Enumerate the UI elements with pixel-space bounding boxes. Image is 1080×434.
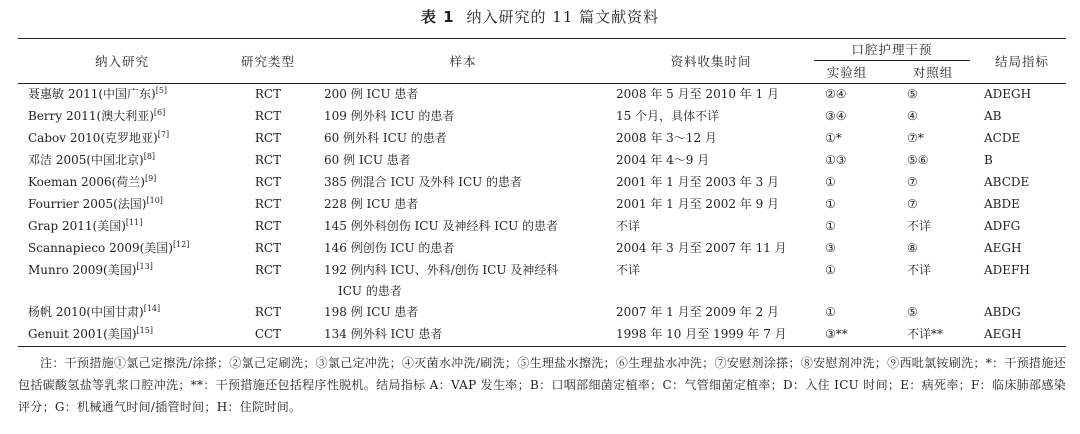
- outcome-cell: AEGH: [984, 241, 1022, 255]
- experimental-value: ①: [825, 219, 836, 233]
- sample-line-1: 192 例内科 ICU、外科/创伤 ICU 及神经科: [324, 263, 559, 277]
- literature-table: [18, 38, 1066, 347]
- experimental-value: ①: [825, 175, 836, 189]
- control-cell: [888, 324, 978, 347]
- reference-mark: [14]: [143, 304, 161, 313]
- time-cell: 不详: [616, 263, 641, 277]
- experimental-cell: [806, 324, 888, 347]
- time-cell: 1998 年 10 月至 1999 年 7 月: [616, 324, 806, 347]
- sample-cell: 385 例混合 ICU 及外科 ICU 的患者: [324, 175, 523, 189]
- outcome-cell: ACDE: [984, 131, 1021, 145]
- sample-line-2: ICU 的患者: [338, 284, 402, 298]
- type-cell: RCT: [254, 153, 282, 167]
- experimental-cell: [806, 216, 888, 238]
- study-name: Genuit 2001(美国): [28, 327, 137, 341]
- type-cell: RCT: [254, 241, 282, 255]
- sample-cell: 146 例创伤 ICU 的患者: [324, 241, 455, 255]
- table-row: [18, 150, 1066, 172]
- table-row: [18, 324, 1066, 347]
- study-name: Berry 2011(澳大利亚): [28, 109, 154, 123]
- time-cell: 2004 年 4～9 月: [616, 153, 710, 167]
- control-cell: [888, 260, 978, 302]
- table-row: [18, 260, 1066, 302]
- experimental-value: ②④: [825, 87, 847, 101]
- table-row: [18, 172, 1066, 194]
- header-intervention-label: 口腔护理干预: [814, 39, 970, 61]
- table-caption: [0, 6, 1080, 27]
- sample-cell: 134 例外科 ICU 患者: [310, 324, 616, 347]
- sample-cell: [310, 260, 616, 302]
- sample-cell: 145 例外科创伤 ICU 及神经科 ICU 的患者: [324, 219, 559, 233]
- outcome-cell: ABCDE: [984, 175, 1030, 189]
- experimental-cell: [806, 150, 888, 172]
- time-cell: 2007 年 1 月至 2009 年 2 月: [616, 305, 780, 319]
- sample-cell: 60 例外科 ICU 的患者: [324, 131, 447, 145]
- study-cell: [18, 150, 226, 172]
- study-name: Scannapieco 2009(美国): [28, 241, 173, 255]
- control-cell: [888, 84, 978, 107]
- control-cell: [888, 172, 978, 194]
- type-cell: RCT: [254, 109, 282, 123]
- control-cell: [888, 128, 978, 150]
- study-cell: [18, 84, 226, 107]
- experimental-cell: [806, 128, 888, 150]
- control-cell: [888, 302, 978, 324]
- study-name: Fourrier 2005(法国): [28, 197, 147, 211]
- control-value: ⑧: [907, 241, 918, 255]
- reference-mark: [8]: [143, 152, 156, 161]
- study-name: 邓洁 2005(中国北京): [28, 153, 144, 167]
- table-row: [18, 194, 1066, 216]
- experimental-value: ①: [825, 263, 836, 277]
- control-cell: [888, 150, 978, 172]
- type-cell: RCT: [254, 175, 282, 189]
- reference-mark: [7]: [157, 130, 170, 139]
- control-value: 不详: [907, 263, 932, 277]
- study-cell: [18, 128, 226, 150]
- control-value: ⑤⑥: [907, 153, 929, 167]
- header-control: 对照组: [888, 61, 978, 84]
- outcome-cell: ADFG: [984, 219, 1021, 233]
- experimental-cell: [806, 302, 888, 324]
- experimental-value: ③**: [825, 327, 848, 341]
- reference-mark: [9]: [144, 174, 157, 183]
- table-row: [18, 84, 1066, 107]
- outcome-cell: ADEFH: [984, 263, 1030, 277]
- reference-mark: [15]: [136, 326, 153, 335]
- time-cell: 不详: [616, 219, 641, 233]
- time-cell: 2001 年 1 月至 2002 年 9 月: [616, 197, 780, 211]
- control-value: ④: [907, 109, 918, 123]
- table-row: [18, 216, 1066, 238]
- study-name: Cabov 2010(克罗地亚): [28, 131, 158, 145]
- sample-cell: 198 例 ICU 患者: [324, 305, 419, 319]
- table-title: 纳入研究的 11 篇文献资料: [466, 8, 660, 26]
- table-row: [18, 238, 1066, 260]
- experimental-value: ①: [825, 197, 836, 211]
- control-cell: [888, 106, 978, 128]
- sample-cell: 60 例 ICU 患者: [324, 153, 411, 167]
- table-number: 表 1: [420, 8, 455, 26]
- type-cell: RCT: [254, 87, 282, 101]
- reference-mark: [13]: [136, 262, 153, 271]
- experimental-value: ③④: [825, 109, 847, 123]
- experimental-cell: [806, 172, 888, 194]
- header-experimental: 实验组: [806, 61, 888, 84]
- sample-cell: 228 例 ICU 患者: [324, 197, 419, 211]
- sample-cell: 109 例外科 ICU 的患者: [324, 109, 455, 123]
- table-row: [18, 302, 1066, 324]
- control-value: ⑤: [907, 87, 918, 101]
- experimental-value: ①*: [825, 131, 842, 145]
- reference-mark: [11]: [125, 218, 143, 227]
- study-cell: [18, 172, 226, 194]
- study-name: Koeman 2006(荷兰): [28, 175, 145, 189]
- experimental-value: ①③: [825, 153, 847, 167]
- time-cell: 2004 年 3 月至 2007 年 11 月: [616, 241, 787, 255]
- table-footnote: 注：干预措施①氯己定擦洗/涂搽；②氯己定刷洗；③氯己定冲洗；④灭菌水冲洗/刷洗；⑤生理盐水擦洗；⑥生理盐水冲洗；⑦安慰剂涂搽；⑧安慰剂冲洗；⑨西吡氯铵刷洗；*：干预措施还包括碳酸氢盐等乳浆口腔冲洗；**：干预措施还包括程序性脱机。结局指标 A：VAP 发生率；B：口咽部细菌定植率；C：气管细菌定植率；D：入住 ICU 时间；E：病死率；F：临床肺部感染评分；G：机械通气时间/插管时间；H：住院时间。: [18, 356, 1066, 414]
- study-cell: [18, 324, 226, 347]
- reference-mark: [10]: [146, 196, 163, 205]
- outcome-cell: ABDG: [984, 305, 1021, 319]
- table-row: [18, 106, 1066, 128]
- outcome-cell: AB: [984, 109, 1002, 123]
- control-cell: [888, 216, 978, 238]
- header-intervention: [806, 39, 978, 62]
- study-name: 杨帆 2010(中国甘肃): [28, 305, 144, 319]
- sample-cell: 200 例 ICU 患者: [324, 87, 419, 101]
- control-value: 不详**: [907, 327, 944, 341]
- study-name: Grap 2011(美国): [28, 219, 126, 233]
- experimental-value: ①: [825, 305, 836, 319]
- type-cell: RCT: [254, 263, 282, 277]
- experimental-cell: [806, 106, 888, 128]
- header-sample: 样本: [310, 39, 616, 84]
- type-cell: RCT: [254, 305, 282, 319]
- control-cell: [888, 238, 978, 260]
- control-value: ⑦: [907, 175, 918, 189]
- study-cell: [18, 238, 226, 260]
- header-type: 研究类型: [226, 39, 310, 84]
- table-row: [18, 128, 1066, 150]
- type-cell: RCT: [254, 219, 282, 233]
- type-cell: CCT: [226, 324, 310, 347]
- reference-mark: [5]: [155, 86, 168, 95]
- study-name: Munro 2009(美国): [28, 263, 137, 277]
- experimental-cell: [806, 84, 888, 107]
- control-value: ⑦*: [907, 131, 924, 145]
- experimental-cell: [806, 194, 888, 216]
- experimental-value: ③: [825, 241, 836, 255]
- control-value: ⑤: [907, 305, 918, 319]
- outcome-cell: AEGH: [978, 324, 1066, 347]
- time-cell: 2008 年 3～12 月: [616, 131, 717, 145]
- header-outcome: 结局指标: [978, 39, 1066, 84]
- control-cell: [888, 194, 978, 216]
- header-study: 纳入研究: [18, 39, 226, 84]
- experimental-cell: [806, 260, 888, 302]
- outcome-cell: ABDE: [984, 197, 1020, 211]
- type-cell: RCT: [254, 131, 282, 145]
- header-time: 资料收集时间: [616, 39, 806, 84]
- outcome-cell: B: [984, 153, 993, 167]
- study-name: 聂惠敏 2011(中国广东): [28, 87, 156, 101]
- study-cell: [18, 302, 226, 324]
- reference-mark: [12]: [173, 240, 190, 249]
- control-value: 不详: [907, 219, 932, 233]
- experimental-cell: [806, 238, 888, 260]
- outcome-cell: ADEGH: [984, 87, 1032, 101]
- study-cell: [18, 194, 226, 216]
- time-cell: 2008 年 5 月至 2010 年 1 月: [616, 87, 780, 101]
- time-cell: 15 个月，具体不详: [616, 109, 720, 123]
- type-cell: RCT: [254, 197, 282, 211]
- reference-mark: [6]: [153, 108, 166, 117]
- study-cell: [18, 106, 226, 128]
- time-cell: 2001 年 1 月至 2003 年 3 月: [616, 175, 780, 189]
- study-cell: [18, 216, 226, 238]
- study-cell: [18, 260, 226, 302]
- control-value: ⑦: [907, 197, 918, 211]
